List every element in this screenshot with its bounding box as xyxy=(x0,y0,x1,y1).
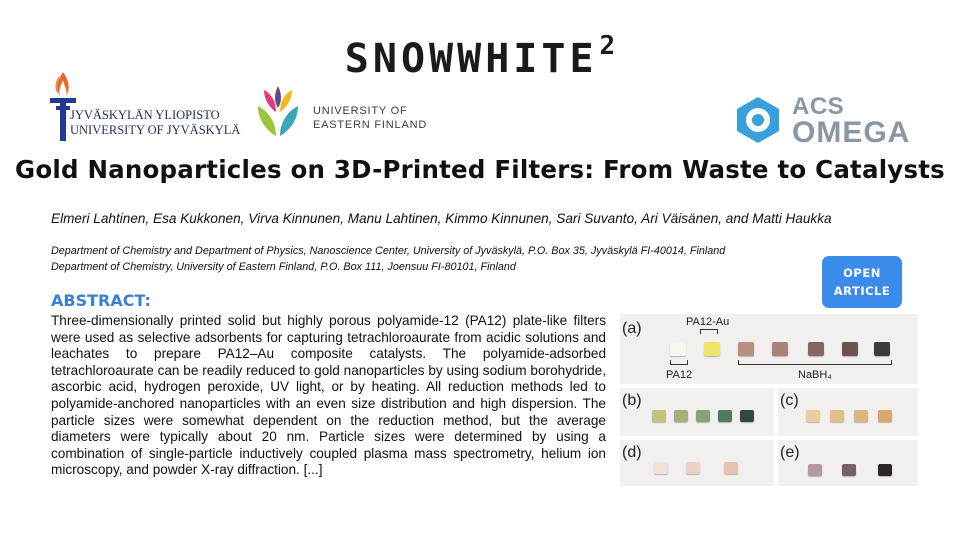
sample-chip xyxy=(808,342,824,356)
panel-label-b: (b) xyxy=(622,392,642,409)
sample-chip xyxy=(704,342,720,356)
sample-chip xyxy=(674,410,688,422)
project-superscript: 2 xyxy=(599,31,616,61)
panel-label-c: (c) xyxy=(780,392,799,409)
sample-chip xyxy=(842,464,856,476)
figure-panel-a xyxy=(620,314,918,384)
jyu-line2: UNIVERSITY OF JYVÄSKYLÄ xyxy=(70,123,241,137)
affiliations xyxy=(51,244,831,275)
label-pa12au: PA12-Au xyxy=(686,316,730,328)
sample-chip xyxy=(874,342,890,356)
leaves-icon xyxy=(254,86,302,140)
sample-chip xyxy=(808,464,822,476)
panel-label-e: (e) xyxy=(780,444,800,461)
acs-hexagon-icon xyxy=(733,95,783,145)
sample-chip xyxy=(652,410,666,422)
label-pa12: PA12 xyxy=(666,369,693,381)
sample-chip xyxy=(670,342,686,356)
panel-label-d: (d) xyxy=(622,444,642,461)
sample-chip xyxy=(854,410,868,422)
bracket-pa12 xyxy=(670,360,688,365)
sample-chip xyxy=(718,410,732,422)
acs-line2: OMEGA xyxy=(792,116,911,149)
uef-logo-text xyxy=(313,104,427,132)
sample-chip xyxy=(740,410,754,422)
open-article-button[interactable] xyxy=(822,256,902,308)
sample-chip xyxy=(772,342,788,356)
uef-line1: UNIVERSITY OF xyxy=(313,105,408,117)
sample-chip xyxy=(806,410,820,422)
sample-chip xyxy=(738,342,754,356)
sample-chip xyxy=(830,410,844,422)
sample-chip xyxy=(686,462,700,474)
author-list: Elmeri Lahtinen, Esa Kukkonen, Virva Kinnunen, Manu Lahtinen, Kimmo Kinnunen, Sari Suvanto, Ari Väisänen, and Matti Haukka xyxy=(51,211,832,226)
open-article-line1: OPEN xyxy=(843,266,881,280)
label-nabh4: NaBH₄ xyxy=(798,369,832,381)
figure-panel-d xyxy=(620,440,774,486)
sample-chip xyxy=(724,462,738,474)
bracket-pa12au xyxy=(700,329,718,334)
sample-chip xyxy=(654,462,668,474)
sample-chip xyxy=(842,342,858,356)
figure-panel-e xyxy=(778,440,918,486)
figure-panel-c xyxy=(778,388,918,436)
jyu-logo-text xyxy=(70,108,240,138)
uef-line2: EASTERN FINLAND xyxy=(313,119,428,131)
acs-line1: ACS xyxy=(792,93,845,120)
sample-chip xyxy=(878,464,892,476)
abstract-heading: ABSTRACT: xyxy=(51,291,151,310)
abstract-text: Three-dimensionally printed solid but highly porous polyamide-12 (PA12) plate-like filters were used as selective adsorbents for capturing tetrachloroaurate from acidic solutions and leachates to prepare PA12–Au composite catalysts. The polyamide-adsorbed tetrachloroaurate can be readily reduced to gold nanoparticles by using sodium borohydride, ascorbic acid, hydrogen peroxide, UV light, or by heating. All reduction methods led to polyamide-anchored nanoparticles with an even size distribution and high dispersion. The particle sizes were somewhat dependent on the reduction method, but the average diameters were typically about 20 nm. Particle sizes were determined by using a combination of single-particle inductively coupled plasma mass spectrometry, helium ion microscopy, and powder X-ray diffraction. [...] xyxy=(51,313,606,478)
acs-logo-text xyxy=(792,93,911,149)
affiliation-1: Department of Chemistry and Department of Physics, Nanoscience Center, University of Jyväskylä, P.O. Box 35, Jyväskylä FI-40014, Finland xyxy=(51,245,726,257)
figure-panel-b xyxy=(620,388,774,436)
sample-chip xyxy=(696,410,710,422)
article-title: Gold Nanoparticles on 3D-Printed Filters: From Waste to Catalysts xyxy=(15,155,945,184)
sample-chip xyxy=(878,410,892,422)
open-article-line2: ARTICLE xyxy=(833,284,891,298)
panel-label-a: (a) xyxy=(622,320,642,337)
bracket-nabh4 xyxy=(738,360,892,365)
project-name: SNOWWHITE xyxy=(344,36,598,82)
affiliation-2: Department of Chemistry, University of Eastern Finland, P.O. Box 111, Joensuu FI-80101, Finland xyxy=(51,260,516,273)
jyu-line1: JYVÄSKYLÄN YLIOPISTO xyxy=(70,108,220,122)
abstract-figure xyxy=(620,314,918,486)
